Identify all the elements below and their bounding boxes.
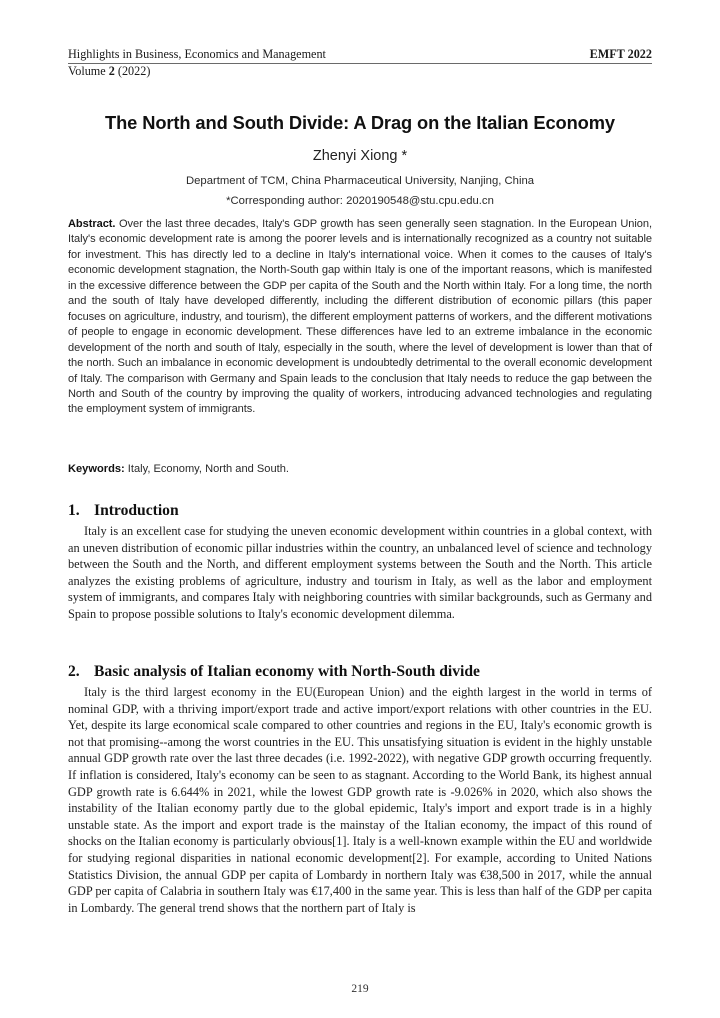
author-affiliation: Department of TCM, China Pharmaceutical University, Nanjing, China (185, 175, 535, 187)
section-heading-basic-analysis (68, 663, 652, 681)
section-title: Introduction (94, 502, 179, 519)
abstract (68, 217, 652, 418)
paper-title: The North and South Divide: A Drag on the Italian Economy (105, 112, 615, 133)
section-heading-introduction (68, 502, 652, 520)
running-header (68, 47, 652, 79)
section-number: 2. (68, 663, 80, 680)
basic-analysis-paragraph: Italy is the third largest economy in the EU(European Union) and the eighth largest in the world in terms of nominal GDP, with a thriving import/export trade and active import/export relations with other countries in the EU. Yet, despite its large economical scale compared to other countries and regions in the EU, Italy's economic growth is not that promising--among the worst countries in the EU. This unsatisfying situation is evident in the highly unstable annual GDP growth rate over the last three decades (i.e. 1992-2022), with negative GDP growth occurring frequently. If inflation is considered, Italy's economy can be seen to as stagnant. According to the World Bank, its highest annual GDP growth rate is 6.644% in 2021, while the lowest GDP growth rate is -9.026% in 2020, which also shows the instability of the Italian economy partly due to the global epidemic, Italy's import and export trade is in a highly unstable state. As the import and export trade is the mainstay of the Italian economy, the impact of this round of shocks on the Italian economy is particularly obvious[1]. Italy is a well-known example within the EU and worldwide for studying regional disparities in national economic development[2]. For example, according to United Nations Statistics Division, the annual GDP per capita of Lombardy in northern Italy was €38,500 in 2017, while the annual GDP per capita of Calabria in southern Italy was €17,400 in the same year. This is less than half of the GDP per capita in Lombardy. The general trend shows that the northern part of Italy is (68, 685, 653, 915)
author-name: Zhenyi Xiong * (312, 148, 408, 164)
keywords-label: Keywords: (68, 463, 125, 475)
corresponding-author: *Corresponding author: 2020190548@stu.cpu.edu.cn (226, 195, 494, 207)
abstract-text: Over the last three decades, Italy's GDP growth has seen generally seen stagnation. In the European Union, Italy's economic development rate is among the poorer levels and is internationally recognized as a country not suitable for investment. This has directly led to a decline in Italy's international voice. When it comes to the causes of Italy's economic development stagnation, the North-South gap within Italy is one of the important reasons, which is manifested in the excessive difference between the GDP per capita of the South and the North within Italy. For a long time, the north and the south of Italy have developed differently, including the different distribution of economic pillars (this paper focuses on agriculture, industry, and tourism), the different employment patterns of workers, and the different motivations of people to engage in economic development. These differences have led to an extreme imbalance in the economic development of the north and south of Italy, especially in the south, where the level of development is lower than that of the north. Such an imbalance in economic development is undoubtedly detrimental to the overall economic development of Italy. The comparison with Germany and Spain leads to the conclusion that Italy needs to reduce the gap between the North and South of the country by improving the quality of workers, introducing advanced technologies and regulating the employment system of immigrants. (68, 218, 652, 416)
volume-year: (2022) (114, 64, 151, 78)
running-header-top-line (68, 47, 652, 64)
section-title: Basic analysis of Italian economy with North-South divide (94, 663, 480, 680)
section-number: 1. (68, 502, 80, 519)
keywords (68, 463, 652, 475)
volume-prefix: Volume (68, 64, 109, 78)
page-number: 219 (351, 983, 369, 995)
keywords-text: Italy, Economy, North and South. (124, 463, 289, 475)
introduction-paragraph: Italy is an excellent case for studying the uneven economic development within countries in a global context, with an uneven distribution of economic pillar industries within the country, an unbalanced level of science and technology between the South and the North, and different employment systems between the South and the North. This article analyzes the existing problems of agriculture, industry and tourism in Italy, as well as the labor and employment system of immigrants, and compares Italy with neighboring countries with similar backgrounds, such as Germany and Spain to propose possible solutions to Italy's economic development dilemma. (68, 524, 652, 621)
conference-name: EMFT 2022 (589, 47, 652, 61)
journal-name: Highlights in Business, Economics and Management (68, 47, 326, 61)
abstract-label: Abstract. (68, 218, 116, 230)
volume-number: 2 (108, 64, 115, 78)
volume-info (68, 64, 652, 79)
